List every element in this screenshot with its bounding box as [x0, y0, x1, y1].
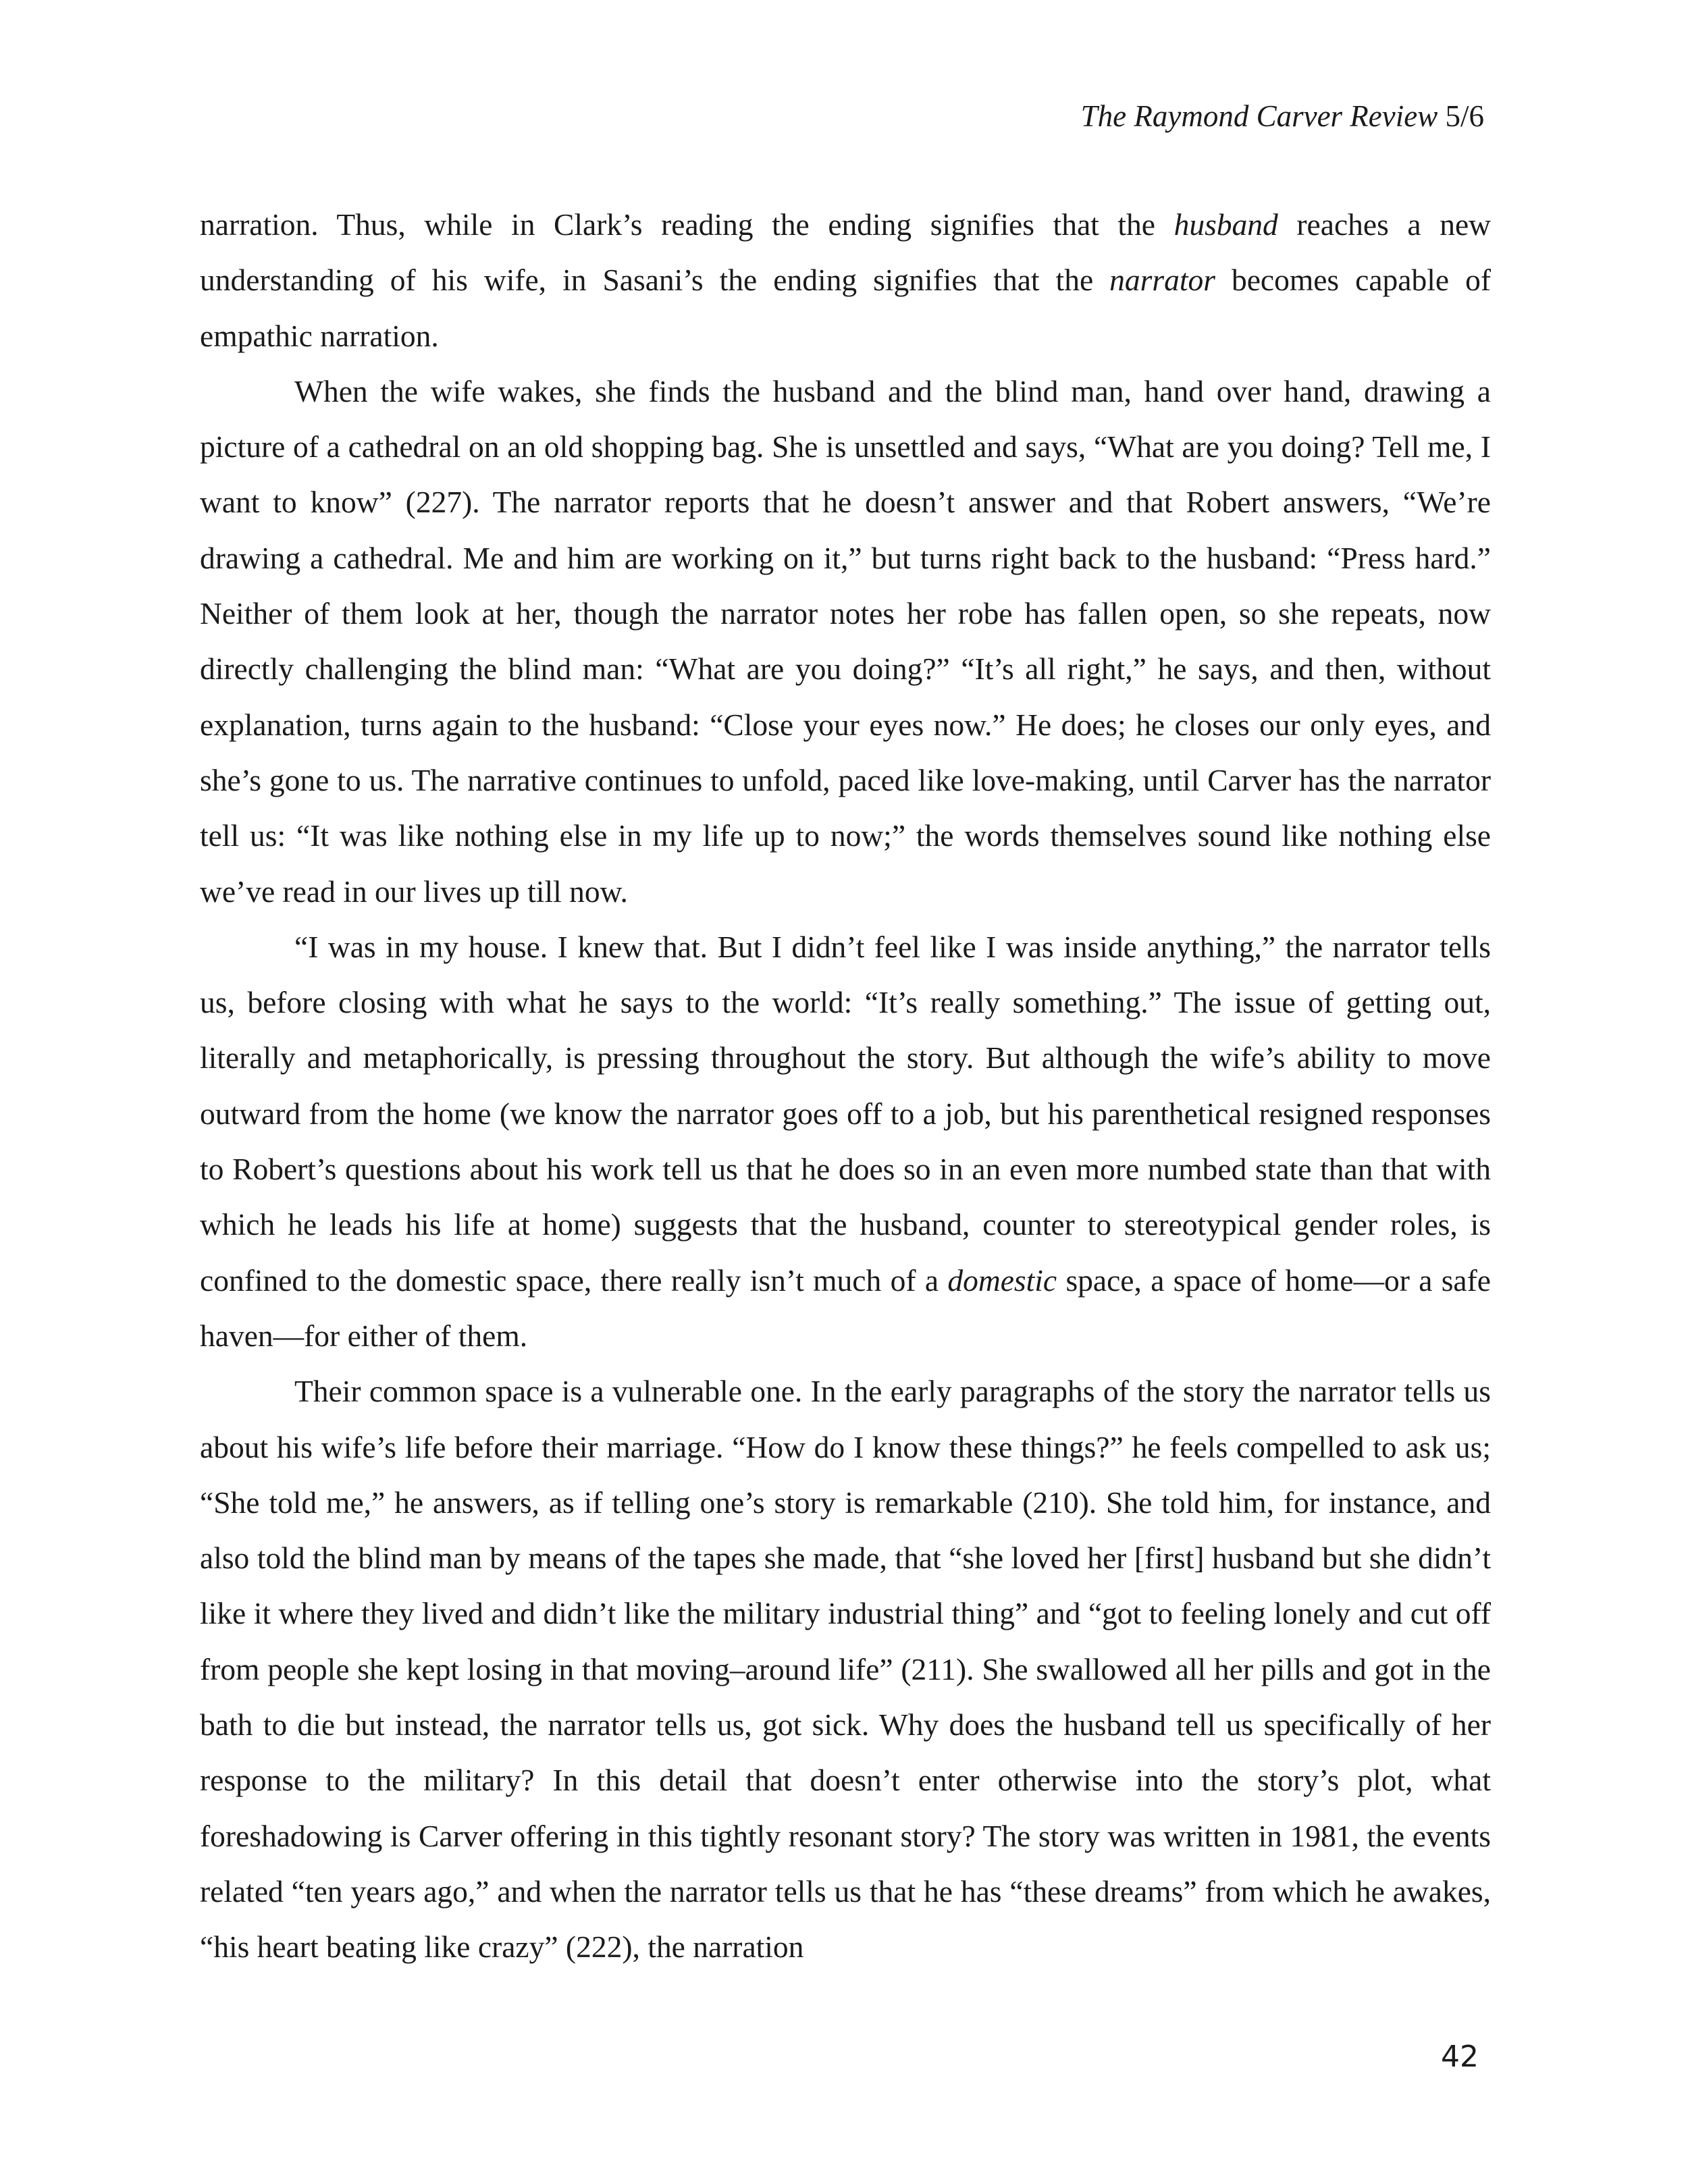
text-run: reaches a new understanding of his wife, in Sasani’s the ending signifies that the — [200, 207, 1491, 298]
text-run: space, a space of home—or a safe haven—for either of them. — [200, 1262, 1491, 1353]
body-text — [200, 197, 1491, 1975]
paragraph — [200, 197, 1491, 364]
issue-number: 5/6 — [1445, 99, 1484, 133]
journal-title: The Raymond Carver Review — [1080, 99, 1438, 133]
paragraph — [200, 920, 1491, 1364]
emphasis-run: husband — [1173, 207, 1278, 242]
text-run: “I was in my house. I knew that. But I didn’t feel like I was inside anything,” the narrator tells us, before closing with what he says to the world: “It’s really something.” The issue of getting out, literally and metaphorically, is pressing throughout the story. But although the wife’s ability to move outward from the home (we know the narrator goes off to a job, but his parenthetical resigned responses to Robert’s questions about his work tell us that he does so in an even more numbed state than that with which he leads his life at home) suggests that the husband, counter to stereotypical gender roles, is confined to the domestic space, there really isn’t much of a — [200, 929, 1491, 1298]
emphasis-run: domestic — [947, 1262, 1057, 1298]
text-run: narration. Thus, while in Clark’s reading the ending signifies that the — [200, 207, 1174, 242]
paragraph — [200, 364, 1491, 920]
text-run: becomes capable of empathic narration. — [200, 263, 1491, 353]
text-run: When the wife wakes, she finds the husband and the blind man, hand over hand, drawing a picture of a cathedral on an old shopping bag. She is unsettled and says, “What are you doing? Tell me, I want to know” (227). The narrator reports that he doesn’t answer and that Robert answers, “We’re drawing a cathedral. Me and him are working on it,” but turns right back to the husband: “Press hard.” Neither of them look at her, though the narrator notes her robe has fallen open, so she repeats, now directly challenging the blind man: “What are you doing?” “It’s all right,” he says, and then, without explanation, turns again to the husband: “Close your eyes now.” He does; he closes our only eyes, and she’s gone to us. The narrative continues to unfold, paced like love-making, until Carver has the narrator tell us: “It was like nothing else in my life up to now;” the words themselves sound like nothing else we’ve read in our lives up till now. — [200, 373, 1491, 909]
paragraph — [200, 1364, 1491, 1975]
text-run: Their common space is a vulnerable one. In the early paragraphs of the story the narrator tells us about his wife’s life before their marriage. “How do I know these things?” he feels compelled to ask us; “She told me,” he answers, as if telling one’s story is remarkable (210). She told him, for instance, and also told the blind man by means of the tapes she made, that “she loved her [first] husband but she didn’t like it where they lived and didn’t like the military industrial thing” and “got to feeling lonely and cut off from people she kept losing in that moving–around life” (211). She swallowed all her pills and got in the bath to die but instead, the narrator tells us, got sick. Why does the husband tell us specifically of her response to the military? In this detail that doesn’t enter otherwise into the story’s plot, what foreshadowing is Carver offering in this tightly resonant story? The story was written in 1981, the events related “ten years ago,” and when the narrator tells us that he has “these dreams” from which he awakes, “his heart beating like crazy” (222), the narration — [200, 1374, 1491, 1965]
running-header — [1081, 101, 1484, 132]
page-number: 42 — [1441, 2040, 1479, 2074]
emphasis-run: narrator — [1109, 263, 1215, 298]
